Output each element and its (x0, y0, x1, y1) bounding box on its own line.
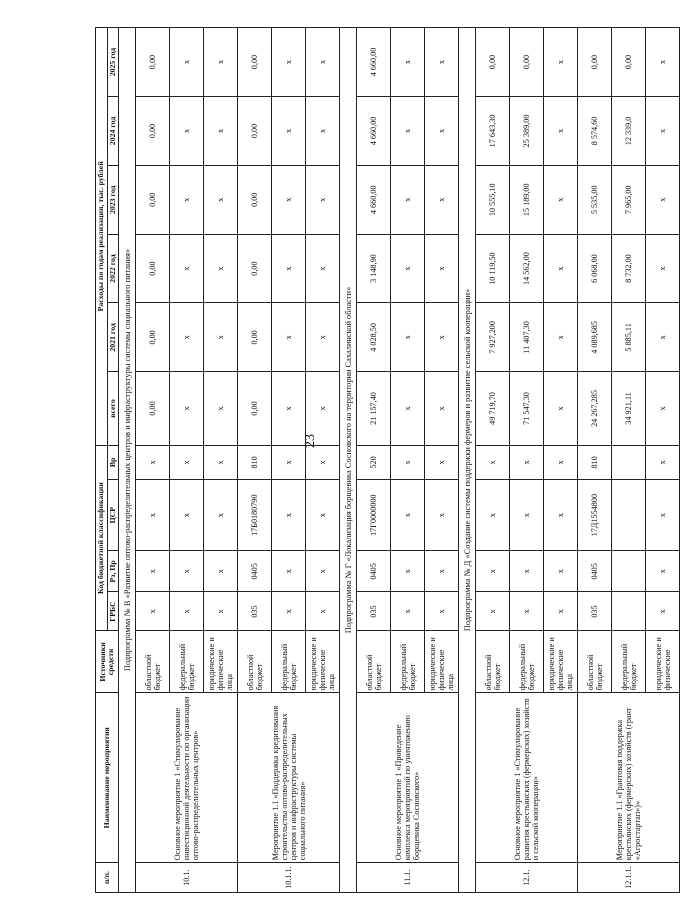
csr-cell (612, 480, 646, 551)
grbs-cell: 035 (578, 592, 612, 631)
year-value-cell: x (306, 303, 340, 372)
year-value-cell: x (646, 28, 680, 97)
budget-table (95, 27, 680, 893)
rzpr-cell: x (204, 551, 238, 592)
year-value-cell: x (646, 303, 680, 372)
funding-source: федеральный бюджет (170, 631, 204, 693)
vr-cell: x (306, 445, 340, 479)
row-number: 11.1. (357, 863, 459, 893)
rotated-page (95, 27, 672, 893)
funding-source: областной бюджет (357, 631, 391, 693)
rzpr-cell: x (170, 551, 204, 592)
header-year: 2024 год (107, 97, 119, 166)
year-value-cell: x (391, 234, 425, 303)
total-cell: 71 547,30 (510, 372, 544, 445)
year-value-cell: x (204, 303, 238, 372)
year-value-cell: 3 148,90 (357, 234, 391, 303)
event-name: Мероприятие 1.1 «Поддержка кредитования строительства оптово-распределительных центров и инфраструктуры системы социального питания» (238, 693, 340, 863)
grbs-cell: x (170, 592, 204, 631)
year-value-cell: x (306, 165, 340, 234)
year-value-cell: x (391, 97, 425, 166)
year-value-cell: x (272, 28, 306, 97)
csr-cell: x (204, 480, 238, 551)
rzpr-cell: x (306, 551, 340, 592)
year-value-cell: x (170, 234, 204, 303)
vr-cell: x (476, 445, 510, 479)
year-value-cell: 4 089,685 (578, 303, 612, 372)
year-value-cell: 12 339,0 (612, 97, 646, 166)
year-value-cell: x (425, 28, 459, 97)
grbs-cell: x (544, 592, 578, 631)
grbs-cell: x (646, 592, 680, 631)
year-value-cell: x (425, 97, 459, 166)
total-cell: 34 921,11 (612, 372, 646, 445)
row-number: 12.1. (476, 863, 578, 893)
row-number: 10.1. (136, 863, 238, 893)
grbs-cell: x (272, 592, 306, 631)
year-value-cell: x (544, 28, 578, 97)
table-row (238, 28, 272, 893)
funding-source: федеральный бюджет (272, 631, 306, 693)
year-value-cell: x (272, 234, 306, 303)
header-year: 2022 год (107, 234, 119, 303)
year-value-cell: x (391, 303, 425, 372)
year-value-cell: x (425, 303, 459, 372)
funding-source: федеральный бюджет (391, 631, 425, 693)
grbs-cell: x (425, 592, 459, 631)
total-cell: x (306, 372, 340, 445)
year-value-cell: 6 068,00 (578, 234, 612, 303)
table-row (578, 28, 612, 893)
grbs-cell: x (204, 592, 238, 631)
year-value-cell: x (170, 97, 204, 166)
table-row (136, 28, 170, 893)
year-value-cell: x (425, 234, 459, 303)
vr-cell: x (272, 445, 306, 479)
csr-cell: x (391, 480, 425, 551)
total-cell: 24 267,285 (578, 372, 612, 445)
subprogram-row (459, 28, 476, 893)
vr-cell: x (510, 445, 544, 479)
subprogram-title: Подпрограмма № Г «Локализация борщевика Сосновского на территории Сахалинской области» (340, 28, 357, 893)
header-year: 2023 год (107, 165, 119, 234)
header-budget-code: Код бюджетной классификации (96, 445, 108, 631)
year-value-cell: 0,00 (238, 303, 272, 372)
vr-cell: x (170, 445, 204, 479)
year-value-cell: 8 732,00 (612, 234, 646, 303)
year-value-cell: 0,00 (136, 165, 170, 234)
year-value-cell: 4 028,50 (357, 303, 391, 372)
year-value-cell: 0,00 (238, 28, 272, 97)
subprogram-row (340, 28, 357, 893)
year-value-cell: x (204, 28, 238, 97)
year-value-cell: 25 389,00 (510, 97, 544, 166)
funding-source: областной бюджет (136, 631, 170, 693)
year-value-cell: 0,00 (612, 28, 646, 97)
year-value-cell: x (306, 28, 340, 97)
year-value-cell: 11 407,30 (510, 303, 544, 372)
subprogram-title: Подпрограмма № Д «Создание системы поддержки фермеров и развитие сельской кооперации» (459, 28, 476, 893)
row-number: 12.1.1. (578, 863, 680, 893)
event-name: Основное мероприятие 1 «Стимулирование инвестиционной деятельности по организации оптово-распределительных центров» (136, 693, 238, 863)
total-cell: x (204, 372, 238, 445)
year-value-cell: 8 574,60 (578, 97, 612, 166)
year-value-cell: x (204, 234, 238, 303)
total-cell: 21 157,40 (357, 372, 391, 445)
rzpr-cell: x (272, 551, 306, 592)
year-value-cell: 0,00 (476, 28, 510, 97)
grbs-cell: 035 (238, 592, 272, 631)
header-grbs: ГРБС (107, 592, 119, 631)
rzpr-cell: x (544, 551, 578, 592)
funding-source: областной бюджет (238, 631, 272, 693)
year-value-cell: x (170, 303, 204, 372)
vr-cell: x (136, 445, 170, 479)
total-cell: x (391, 372, 425, 445)
year-value-cell: x (272, 165, 306, 234)
page-number: 23 (303, 434, 318, 448)
year-value-cell: x (306, 97, 340, 166)
year-value-cell: 0,00 (578, 28, 612, 97)
year-value-cell: 0,00 (238, 165, 272, 234)
rzpr-cell: x (510, 551, 544, 592)
row-number: 10.1.1. (238, 863, 340, 893)
year-value-cell: x (204, 165, 238, 234)
funding-source: юридические и физические лица (425, 631, 459, 693)
grbs-cell: 035 (357, 592, 391, 631)
funding-source: областной бюджет (476, 631, 510, 693)
vr-cell: 810 (578, 445, 612, 479)
rzpr-cell: x (646, 551, 680, 592)
funding-source: юридические и физические лица (204, 631, 238, 693)
header-total: всего (107, 372, 119, 445)
rzpr-cell: x (425, 551, 459, 592)
vr-cell: x (646, 445, 680, 479)
funding-source: федеральный бюджет (612, 631, 646, 693)
rzpr-cell: x (136, 551, 170, 592)
csr-cell: x (136, 480, 170, 551)
funding-source: федеральный бюджет (510, 631, 544, 693)
csr-cell: x (646, 480, 680, 551)
year-value-cell: x (170, 28, 204, 97)
vr-cell: x (391, 445, 425, 479)
year-value-cell: 4 660,00 (357, 165, 391, 234)
year-value-cell: x (646, 97, 680, 166)
year-value-cell: 4 660,00 (357, 97, 391, 166)
year-value-cell: 7 927,200 (476, 303, 510, 372)
csr-cell: 17Б0180790 (238, 480, 272, 551)
header-year: 2025 год (107, 28, 119, 97)
year-value-cell: x (425, 165, 459, 234)
year-value-cell: 0,00 (136, 303, 170, 372)
year-value-cell: 10 119,50 (476, 234, 510, 303)
grbs-cell: x (476, 592, 510, 631)
vr-cell: x (425, 445, 459, 479)
table-body (119, 28, 680, 893)
vr-cell: 810 (238, 445, 272, 479)
subprogram-row (119, 28, 136, 893)
year-value-cell: x (391, 28, 425, 97)
year-value-cell: x (272, 97, 306, 166)
csr-cell: 17Д1554800 (578, 480, 612, 551)
year-value-cell: 5 535,00 (578, 165, 612, 234)
table-row (476, 28, 510, 893)
year-value-cell: x (204, 97, 238, 166)
rzpr-cell: x (391, 551, 425, 592)
year-value-cell: 4 660,00 (357, 28, 391, 97)
rzpr-cell: 0405 (578, 551, 612, 592)
subprogram-title: Подпрограмма № В «Развитие оптово-распределительных центров и инфраструктуры системы социального питания» (119, 28, 136, 893)
funding-source: областной бюджет (578, 631, 612, 693)
csr-cell: x (425, 480, 459, 551)
header-no: п/п. (96, 863, 119, 893)
year-value-cell: x (306, 234, 340, 303)
funding-source: юридические и физические лица (544, 631, 578, 693)
year-value-cell: 17 643,30 (476, 97, 510, 166)
year-value-cell: 5 885,11 (612, 303, 646, 372)
funding-source: юридические и физические лица (306, 631, 340, 693)
year-value-cell: x (272, 303, 306, 372)
vr-cell: x (544, 445, 578, 479)
csr-cell: x (476, 480, 510, 551)
rzpr-cell: 0405 (357, 551, 391, 592)
grbs-cell: x (136, 592, 170, 631)
year-value-cell: x (544, 234, 578, 303)
csr-cell: x (170, 480, 204, 551)
csr-cell: x (544, 480, 578, 551)
grbs-cell: x (391, 592, 425, 631)
vr-cell: 520 (357, 445, 391, 479)
csr-cell: x (510, 480, 544, 551)
total-cell: x (170, 372, 204, 445)
year-value-cell: 0,00 (136, 28, 170, 97)
year-value-cell: x (170, 165, 204, 234)
vr-cell (612, 445, 646, 479)
total-cell: 0,00 (238, 372, 272, 445)
year-value-cell: 0,00 (238, 234, 272, 303)
total-cell: x (646, 372, 680, 445)
header-source: Источники средств (96, 631, 119, 693)
header-name: Наименование мероприятия (96, 693, 119, 863)
grbs-cell: x (510, 592, 544, 631)
year-value-cell: x (646, 234, 680, 303)
year-value-cell: x (391, 165, 425, 234)
total-cell: 49 719,70 (476, 372, 510, 445)
vr-cell: x (204, 445, 238, 479)
year-value-cell: x (646, 165, 680, 234)
year-value-cell: 10 555,10 (476, 165, 510, 234)
rzpr-cell: 0405 (238, 551, 272, 592)
header-csr: ЦСР (107, 480, 119, 551)
total-cell: x (272, 372, 306, 445)
year-value-cell: 0,00 (136, 97, 170, 166)
year-value-cell: x (544, 165, 578, 234)
year-value-cell: 14 562,00 (510, 234, 544, 303)
grbs-cell (612, 592, 646, 631)
rzpr-cell: x (476, 551, 510, 592)
year-value-cell: 15 189,00 (510, 165, 544, 234)
csr-cell: x (306, 480, 340, 551)
event-name: Мероприятие 1.1 «Грантовая поддержка крестьянских (фермерских) хозяйств (грант «Агростартап»)» (578, 693, 680, 863)
header-rzpr: Рз, Пр (107, 551, 119, 592)
event-name: Основное мероприятие 1 «Стимулирование развития крестьянских (фермерских) хозяйств и сельской кооперации» (476, 693, 578, 863)
header-expenses: Расходы по годам реализации, тыс. рублей (96, 28, 108, 446)
total-cell: 0,00 (136, 372, 170, 445)
header-vr: Вр (107, 445, 119, 479)
table-row (357, 28, 391, 893)
total-cell: x (544, 372, 578, 445)
year-value-cell: x (544, 303, 578, 372)
year-value-cell: 0,00 (136, 234, 170, 303)
csr-cell: 17Г0000000 (357, 480, 391, 551)
header-year: 2021 год (107, 303, 119, 372)
rzpr-cell (612, 551, 646, 592)
funding-source: юридические и физические (646, 631, 680, 693)
csr-cell: x (272, 480, 306, 551)
event-name: Основное мероприятие 1 «Проведение комплекса мероприятий по уничтожению борщевика Сосновского» (357, 693, 459, 863)
year-value-cell: 0,00 (510, 28, 544, 97)
grbs-cell: x (306, 592, 340, 631)
year-value-cell: 0,00 (238, 97, 272, 166)
year-value-cell: x (544, 97, 578, 166)
year-value-cell: 7 965,00 (612, 165, 646, 234)
total-cell: x (425, 372, 459, 445)
